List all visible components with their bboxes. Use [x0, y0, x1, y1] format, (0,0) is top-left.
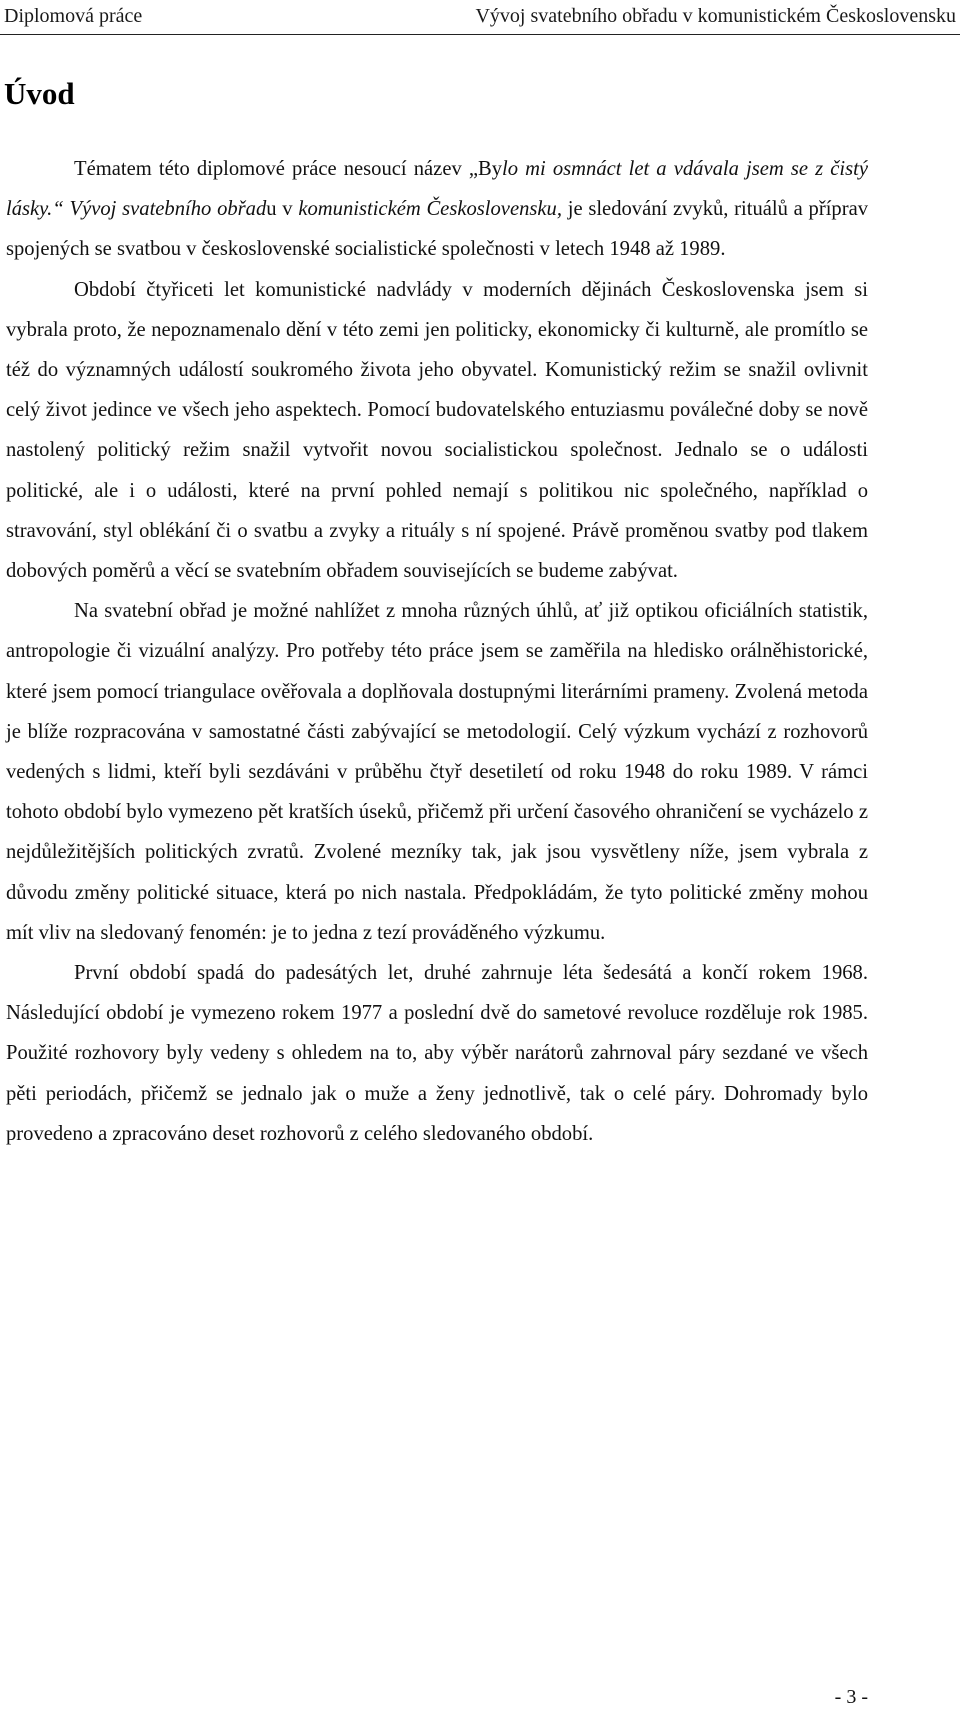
paragraph-1-title-italic-end: komunistickém Československu, — [298, 198, 562, 221]
header-divider — [0, 34, 960, 35]
paragraph-1-rest: je sledování zvyků, rituálů a příprav spojených se svatbou v československé socialistické společnosti v letech 1948 až 1989. — [6, 198, 869, 261]
paragraph-1-intro: Tématem této diplomové práce nesoucí název „By — [74, 158, 503, 180]
running-header — [4, 4, 956, 28]
paragraph-1 — [6, 149, 868, 270]
paragraph-1-title-italic: lo mi osmnáct let a vdávala jsem se z čistý lásky.“ Vývoj svatebního obřad — [6, 158, 868, 221]
paragraph-1-title-plain: u v — [266, 198, 299, 221]
header-document-type: Diplomová práce — [4, 5, 143, 27]
body-text — [6, 149, 868, 1154]
paragraph-4: První období spadá do padesátých let, druhé zahrnuje léta šedesátá a končí rokem 1968. Následující období je vymezeno rokem 1977 a poslední dvě do sametové revoluce rozděluje rok 1985. Použité rozhovory byly vedeny s ohledem na to, aby výběr narátorů zahrnoval páry sezdané ve všech pěti periodách, přičemž se jednalo jak o muže a ženy jednotlivě, tak o celé páry. Dohromady bylo provedeno a zpracováno deset rozhovorů z celého sledovaného období. — [6, 962, 868, 1145]
section-title: Úvod — [4, 76, 75, 111]
header-document-title: Vývoj svatebního obřadu v komunistickém Československu — [475, 5, 956, 27]
paragraph-2: Období čtyřiceti let komunistické nadvlády v moderních dějinách Československa jsem si vybrala proto, že nepoznamenalo dění v této zemi jen politicky, ekonomicky či kulturně, ale promítlo se též do významných událostí soukromého života jeho obyvatel. Komunistický režim se snažil ovlivnit celý život jedince ve všech jeho aspektech. Pomocí budovatelského entuziasmu poválečné doby se nově nastolený politický režim snažil vytvořit novou socialistickou společnost. Jednalo se o události politické, ale i o události, které na první pohled nemají s politikou nic společného, například o stravování, styl oblékání či o svatbu a zvyky a rituály s ní spojené. Právě proměnou svatby pod tlakem dobových poměrů a věcí se svatebním obřadem souvisejících se budeme zabývat. — [6, 278, 868, 583]
paragraph-3: Na svatební obřad je možné nahlížet z mnoha různých úhlů, ať již optikou oficiálních statistik, antropologie či vizuální analýzy. Pro potřeby této práce jsem se zaměřila na hledisko orálněhistorické, které jsem pomocí triangulace ověřovala a doplňovala dostupnými literárními prameny. Zvolená metoda je blíže rozpracována v samostatné části zabývající se metodologií. Celý výzkum vychází z rozhovorů vedených s lidmi, kteří byli sezdáváni v průběhu čtyř desetiletí od roku 1948 do roku 1989. V rámci tohoto období bylo vymezeno pět kratších úseků, přičemž při určení časového ohraničení se vycházelo z nejdůležitějších politických zvratů. Zvolené mezníky tak, jak jsou vysvětleny níže, jsem vybrala z důvodu změny politické situace, která po nich nastala. Předpokládám, že tyto politické změny mohou mít vliv na sledovaný fenomén: je to jedna z tezí prováděného výzkumu. — [6, 600, 868, 944]
page-number: - 3 - — [834, 1686, 868, 1708]
